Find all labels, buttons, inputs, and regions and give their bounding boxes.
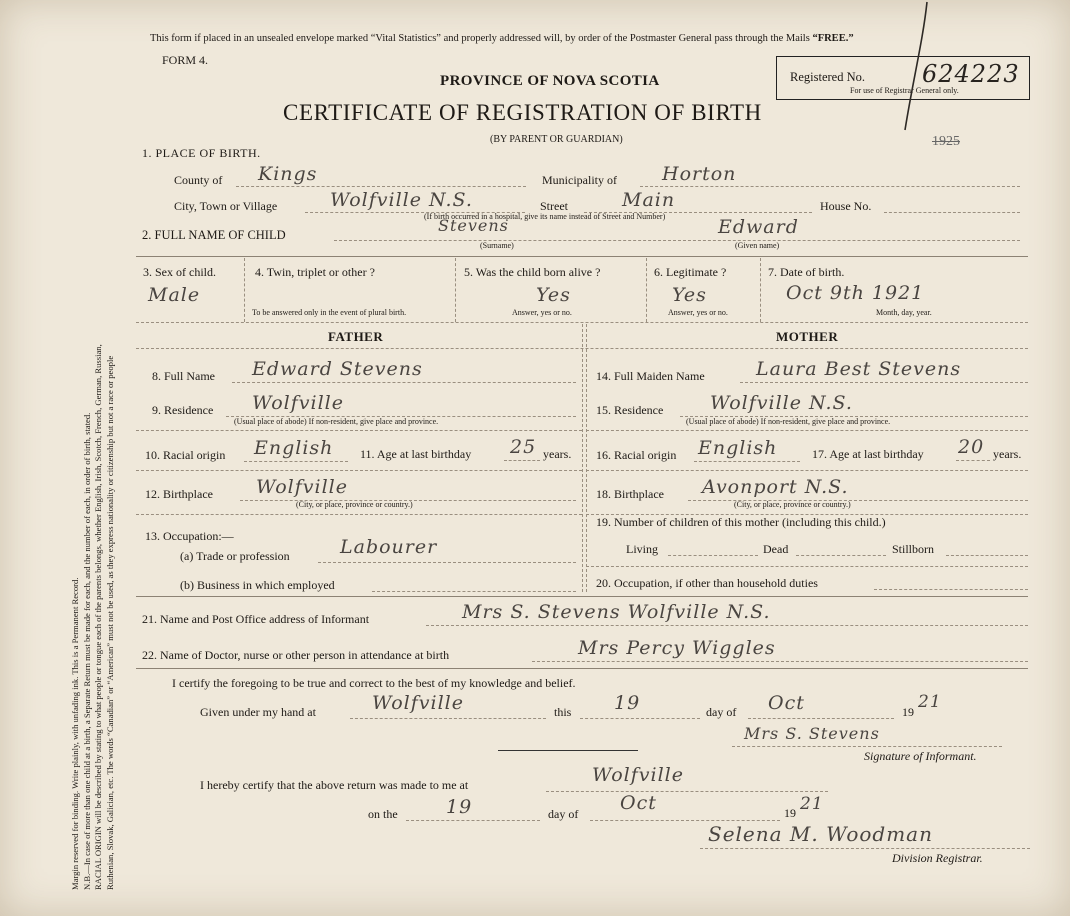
given-place: Wolfville [372,692,464,714]
registrar-year-suffix: 21 [800,794,824,814]
father-heading: FATHER [328,329,384,344]
city-value: Wolfville N.S. [330,189,473,211]
mother-residence-note: (Usual place of abode) If non-resident, give place and province. [686,417,891,426]
dob-value: Oct 9th 1921 [786,282,925,304]
mother-stillborn-label: Stillborn [892,542,935,556]
mother-age: 20 [958,436,985,458]
municipality-label: Municipality of [542,173,617,187]
legitimate-note: Answer, yes or no. [668,308,728,317]
registrar-signature: Selena M. Woodman [708,822,933,846]
father-name: Edward Stevens [252,358,423,380]
sex-value: Male [148,284,201,306]
informant-signature-caption: Signature of Informant. [864,749,977,763]
father-age-label: 11. Age at last birthday [360,447,472,461]
given-under-label: Given under my hand at [200,705,316,719]
father-birthplace-label: 12. Birthplace [145,487,213,501]
mail-notice [150,33,854,44]
margin-notes [70,10,116,890]
registrar-on-the-label: on the [368,807,398,821]
father-residence: Wolfville [252,392,344,414]
legitimate-label: 6. Legitimate ? [654,265,727,279]
child-surname: Stevens [438,216,509,235]
dob-note: Month, day, year. [876,308,932,317]
twin-label: 4. Twin, triplet or other ? [255,265,375,279]
form-number: FORM 4. [162,53,209,67]
registrar-year-prefix: 19 [784,806,796,820]
hospital-note: (If birth occurred in a hospital, give its name instead of Street and Number) [424,212,666,221]
child-name-label: 2. FULL NAME OF CHILD [142,228,286,242]
mother-dead-label: Dead [763,542,789,556]
father-trade: Labourer [340,536,438,558]
twin-note: To be answered only in the event of plural birth. [252,308,407,317]
certification-day: 19 [614,692,641,714]
mother-residence-label: 15. Residence [596,403,664,417]
registered-note: For use of Registrar General only. [850,86,959,95]
registered-number: 624223 [922,60,1020,88]
registrar-statement: I hereby certify that the above return was made to me at [200,778,469,792]
this-label: this [554,705,572,719]
certification-year-suffix: 21 [918,692,942,712]
certification-year-prefix: 19 [902,705,914,719]
mother-living-label: Living [626,542,658,556]
mother-years: years. [993,447,1022,461]
alive-value: Yes [536,284,571,306]
mother-racial-label: 16. Racial origin [596,448,677,462]
father-name-label: 8. Full Name [152,369,215,383]
year-stamp: 1925 [932,134,960,149]
alive-note: Answer, yes or no. [512,308,572,317]
mother-children-label: 19. Number of children of this mother (including this child.) [596,515,886,529]
father-birthplace-note: (City, or place, province or country.) [296,500,413,509]
mother-racial: English [698,437,778,459]
mother-birthplace-note: (City, or place, province or country.) [734,500,851,509]
mother-heading: MOTHER [776,329,839,344]
registrar-place: Wolfville [592,764,684,786]
margin-note-line: Ruthenian, Slovak, Galician, etc. The words “Canadian” or “American” must not be used, as they express nationality or citizenship but not a race or people [104,355,115,890]
registrar-day: 19 [446,796,473,818]
informant-label: 21. Name and Post Office address of Informant [142,612,370,626]
registrar-day-of-label: day of [548,807,579,821]
certification-day-of-label: day of [706,705,737,719]
municipality-value: Horton [662,163,737,185]
page-subtitle: (BY PARENT OR GUARDIAN) [490,134,623,145]
informant-signature: Mrs S. Stevens [744,724,880,743]
child-given-name: Edward [718,216,799,238]
father-years: years. [543,447,572,461]
father-trade-label: (a) Trade or profession [180,549,290,563]
margin-note-line: RACIAL ORIGIN will be described by stating to what people or tongue each of the parents belongs, whether English, Irish, Scotch, French, German, Russian, [93,344,103,890]
registrar-caption: Division Registrar. [892,851,983,865]
mail-notice-text: This form if placed in an unsealed envelope marked “Vital Statistics” and properly addressed will, by order of the Postmaster General pass through the Mails [150,33,810,44]
father-racial: English [254,437,334,459]
doctor-label: 22. Name of Doctor, nurse or other person in attendance at birth [142,648,450,662]
surname-caption: (Surname) [480,241,514,250]
father-residence-label: 9. Residence [152,403,214,417]
doctor-value: Mrs Percy Wiggles [578,637,776,659]
city-label: City, Town or Village [174,199,278,213]
street-label: Street [540,199,568,213]
pen-stroke-mark [895,0,935,140]
sex-label: 3. Sex of child. [143,265,216,279]
mother-birthplace-label: 18. Birthplace [596,487,664,501]
father-birthplace: Wolfville [256,476,348,498]
mother-occupation-label: 20. Occupation, if other than household duties [596,576,818,590]
margin-note-line: Margin reserved for binding. Write plainly, with unfading ink. This is a Permanent Record. [70,577,80,890]
father-racial-label: 10. Racial origin [145,448,226,462]
street-value: Main [622,189,676,211]
legitimate-value: Yes [672,284,707,306]
father-age: 25 [510,436,537,458]
dob-label: 7. Date of birth. [768,265,845,279]
mother-age-label: 17. Age at last birthday [812,447,924,461]
mother-name-label: 14. Full Maiden Name [596,369,705,383]
house-label: House No. [820,199,872,213]
page-title: CERTIFICATE OF REGISTRATION OF BIRTH [283,100,762,125]
informant-value: Mrs S. Stevens Wolfville N.S. [462,601,771,623]
place-of-birth-label: 1. PLACE OF BIRTH. [142,146,261,160]
mother-residence: Wolfville N.S. [710,392,853,414]
given-caption: (Given name) [735,241,780,250]
mother-name: Laura Best Stevens [756,358,962,380]
county-value: Kings [258,163,318,185]
father-business-label: (b) Business in which employed [180,578,335,592]
county-label: County of [174,173,223,187]
registrar-month: Oct [620,792,657,814]
margin-note-line: N.B.—In case of more than one child at a birth, a Separate Return must be made for each, and the number of each, in order of birth, stated. [81,412,92,890]
mail-notice-free: “FREE.” [812,33,854,44]
registered-label: Registered No. [790,70,865,84]
alive-label: 5. Was the child born alive ? [464,265,601,279]
certification-statement: I certify the foregoing to be true and correct to the best of my knowledge and belief. [172,676,576,690]
father-occupation-label: 13. Occupation:— [145,529,234,543]
province-heading: PROVINCE OF NOVA SCOTIA [440,73,660,89]
certification-month: Oct [768,692,805,714]
mother-birthplace: Avonport N.S. [702,476,849,498]
father-residence-note: (Usual place of abode) If non-resident, give place and province. [234,417,439,426]
